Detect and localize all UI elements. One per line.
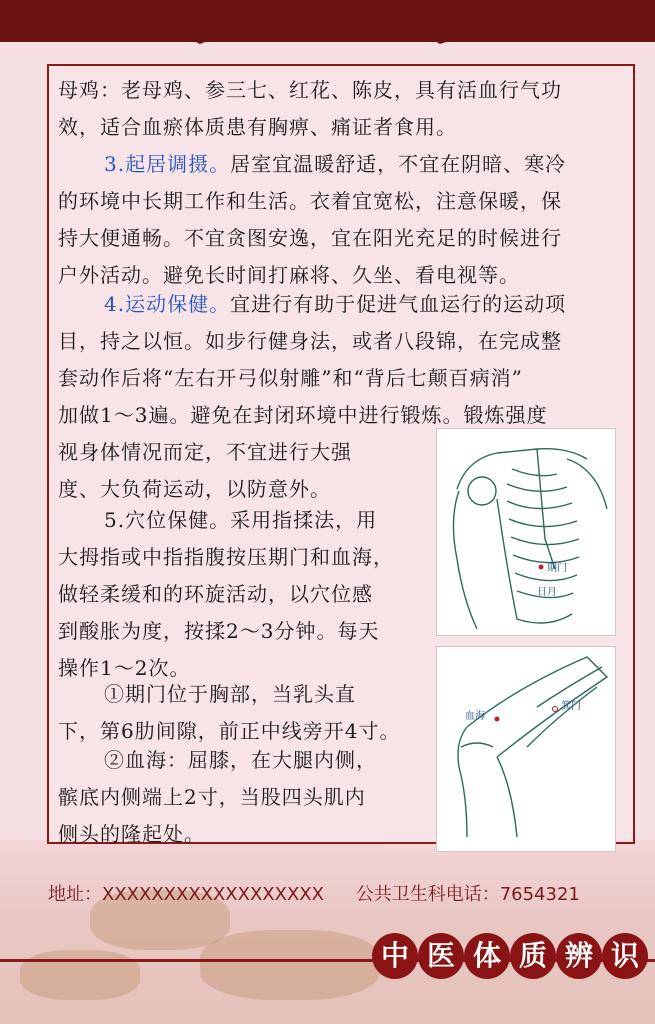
text-line: 髌底内侧端上2寸，当股四头肌内 [58, 785, 366, 809]
qimen-point-marker [539, 565, 544, 570]
paragraph-xuehai [58, 742, 428, 853]
text-fragment: 宜进行有助于促进气血运行的运动项 [230, 292, 567, 316]
figure-label: 期门 [547, 563, 567, 574]
text-line: ②血海：屈膝，在大腿内侧， [104, 748, 377, 772]
text-line: 目，持之以恒。如步行健身法，或者八段锦，在完成整 [58, 329, 562, 353]
herb-shape [200, 930, 380, 1000]
text-line: 度、大负荷运动，以防意外。 [58, 477, 331, 501]
text-line: 母鸡：老母鸡、参三七、红花、陈皮，具有活血行气功 [58, 78, 562, 102]
text-line: 套动作后将“左右开弓似射雕”和“背后七颠百病消” [58, 366, 523, 390]
jimen-point-marker [553, 707, 558, 712]
text-line: 大拇指或中指指腹按压期门和血海， [58, 545, 394, 569]
xuehai-point-marker [495, 717, 500, 722]
text-fragment: 居室宜温暖舒适，不宜在阴暗、寒冷 [230, 152, 567, 176]
figure-label: 日月 [537, 587, 557, 598]
paragraph-acupoint [58, 502, 428, 687]
ribcage-drawing [437, 429, 615, 635]
text-line: 侧头的隆起处。 [58, 822, 205, 846]
knee-drawing [437, 647, 615, 851]
text-line: 操作1～2次。 [58, 656, 191, 680]
figure-knee-acupoints [436, 646, 616, 852]
figure-chest-acupoints [436, 428, 616, 636]
phone-text: 公共卫生科电话：7654321 [355, 884, 580, 905]
text-line: 视身体情况而定，不宜进行大强 [58, 440, 352, 464]
title-char-seal: 体 [464, 933, 510, 979]
text-line: 户外活动。避免长时间打麻将、久坐、看电视等。 [58, 263, 520, 287]
text-line [58, 286, 624, 323]
text-line: 做轻柔缓和的环旋活动，以穴位感 [58, 582, 373, 606]
paragraph-qimen [58, 676, 428, 750]
footer-contact [48, 880, 606, 906]
text-line: ①期门位于胸部，当乳头直 [104, 682, 356, 706]
top-decorative-band [0, 0, 655, 42]
paragraph-lifestyle [58, 146, 624, 294]
text-line: 的环境中长期工作和生活。衣着宜宽松，注意保暖，保 [58, 189, 562, 213]
title-char-seal: 辨 [556, 933, 602, 979]
text-line [58, 146, 624, 183]
title-char-seal: 中 [372, 933, 418, 979]
title-char-seal: 质 [510, 933, 556, 979]
section-heading: 3.起居调摄。 [104, 152, 231, 176]
title-char-seal: 医 [418, 933, 464, 979]
text-line: 加做1～3遍。避免在封闭环境中进行锻炼。锻炼强度 [58, 403, 548, 427]
figure-label: 箕门 [561, 701, 581, 712]
section-heading: 4.运动保健。 [104, 292, 231, 316]
torn-edge [0, 20, 655, 50]
herb-background [0, 840, 655, 1024]
paragraph-recipe [58, 72, 624, 146]
title-char-seal: 识 [602, 933, 648, 979]
text-line: 到酸胀为度，按揉2～3分钟。每天 [58, 619, 380, 643]
herb-shape [20, 950, 140, 1000]
text-line: 持大便通畅。不宜贪图安逸，宜在阳光充足的时候进行 [58, 226, 562, 250]
text-line: 效，适合血瘀体质患有胸痹、痛证者食用。 [58, 115, 457, 139]
figure-label: 血海 [465, 711, 485, 722]
text-line: 5.穴位保健。采用指揉法，用 [104, 508, 378, 532]
text-line: 下，第6肋间隙，前正中线旁开4寸。 [58, 719, 401, 743]
address-text: 地址：XXXXXXXXXXXXXXXXXX [48, 884, 324, 905]
